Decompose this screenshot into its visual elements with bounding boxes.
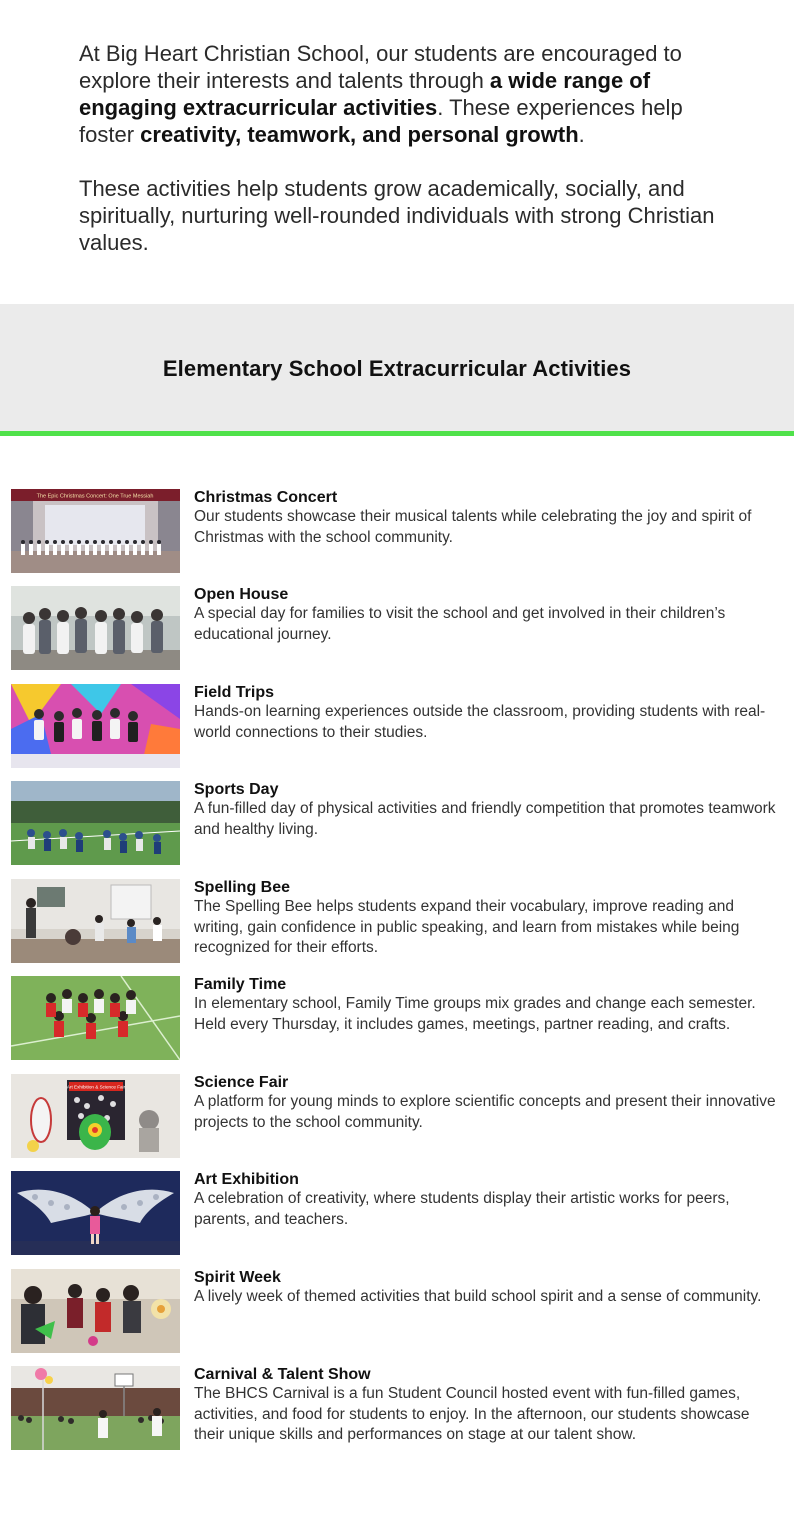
activity-description: A platform for young minds to explore scientific concepts and present their innovative projects to the school community. <box>194 1093 776 1131</box>
activity-text <box>194 780 779 840</box>
activity-text <box>194 585 779 645</box>
activity-item-family-time <box>0 975 794 1065</box>
activity-description: The BHCS Carnival is a fun Student Council hosted event with fun-filled games, activities, and food for students to enjoy. In the afternoon, our students showcase their unique skills and performances on stage at our talent show. <box>194 1385 750 1443</box>
intro-text-2: . These experiences help foster <box>79 95 683 147</box>
activity-description: Hands-on learning experiences outside the classroom, providing students with real-world connections to their studies. <box>194 703 766 741</box>
family-time-photo <box>11 976 180 1060</box>
art-exhibition-photo <box>11 1171 180 1255</box>
activity-text <box>194 1268 779 1308</box>
activity-item-science-fair <box>0 1073 794 1163</box>
field-trips-photo <box>11 684 180 768</box>
section-heading: Elementary School Extracurricular Activities <box>162 356 632 381</box>
activity-title: Sports Day <box>194 781 279 798</box>
science-fair-photo <box>11 1074 180 1158</box>
activity-item-carnival-talent-show <box>0 1365 794 1455</box>
intro-emphasis-2: creativity, teamwork, and personal growth <box>140 122 579 147</box>
activity-description: A lively week of themed activities that build school spirit and a sense of community. <box>194 1288 762 1305</box>
activity-title: Spirit Week <box>194 1269 281 1286</box>
activity-item-field-trips <box>0 683 794 773</box>
science-fair-banner-text: Art Exhibition & Science Fair <box>66 1084 126 1090</box>
activity-text <box>194 683 779 743</box>
activity-item-open-house <box>0 585 794 675</box>
activity-item-art-exhibition <box>0 1170 794 1260</box>
activity-item-spelling-bee <box>0 878 794 968</box>
activity-description: A special day for families to visit the school and get involved in their children’s educational journey. <box>194 605 726 643</box>
activity-item-christmas-concert <box>0 488 794 578</box>
activity-title: Carnival & Talent Show <box>194 1366 371 1383</box>
christmas-concert-photo <box>11 489 180 573</box>
intro-text-3: . <box>578 122 585 147</box>
activity-title: Open House <box>194 586 289 603</box>
activity-item-spirit-week <box>0 1268 794 1358</box>
activity-item-sports-day <box>0 780 794 870</box>
spelling-bee-photo <box>11 879 180 963</box>
intro-paragraph-2: These activities help students grow academically, socially, and spiritually, nurturing well-rounded individuals with strong Christian values. <box>79 176 715 255</box>
christmas-banner-text: The Epic Christmas Concert: One True Messiah <box>36 493 154 500</box>
sports-day-photo <box>11 781 180 865</box>
activity-text <box>194 1170 779 1230</box>
section-banner <box>0 304 794 436</box>
spirit-week-photo <box>11 1269 180 1353</box>
activity-description: In elementary school, Family Time groups mix grades and change each semester. Held every Thursday, it includes games, meetings, partner reading, and crafts. <box>194 995 756 1033</box>
open-house-photo <box>11 586 180 670</box>
activity-description: Our students showcase their musical talents while celebrating the joy and spirit of Christmas with the school community. <box>194 508 752 546</box>
activity-title: Science Fair <box>194 1074 289 1091</box>
activity-description: A celebration of creativity, where students display their artistic works for peers, parents, and teachers. <box>194 1190 730 1228</box>
activity-description: A fun-filled day of physical activities and friendly competition that promotes teamwork and healthy living. <box>194 800 776 838</box>
carnival-talent-show-photo <box>11 1366 180 1450</box>
activity-text <box>194 1365 779 1446</box>
activity-title: Spelling Bee <box>194 879 291 896</box>
activity-title: Christmas Concert <box>194 489 338 506</box>
intro-section <box>79 40 719 256</box>
activity-text <box>194 878 779 959</box>
activity-text <box>194 975 779 1035</box>
intro-emphasis-1: a wide range of engaging extracurricular activities <box>79 68 651 120</box>
activity-text <box>194 1073 779 1133</box>
activity-title: Field Trips <box>194 684 275 701</box>
intro-paragraph-1 <box>79 40 719 148</box>
activity-title: Family Time <box>194 976 287 993</box>
activity-title: Art Exhibition <box>194 1171 299 1188</box>
intro-text-1: At Big Heart Christian School, our students are encouraged to explore their interests and talents through <box>79 41 682 93</box>
activity-description: The Spelling Bee helps students expand their vocabulary, improve reading and writing, gain confidence in public speaking, and learn from mistakes while being recognized for their efforts. <box>194 898 740 956</box>
activity-text <box>194 488 779 548</box>
